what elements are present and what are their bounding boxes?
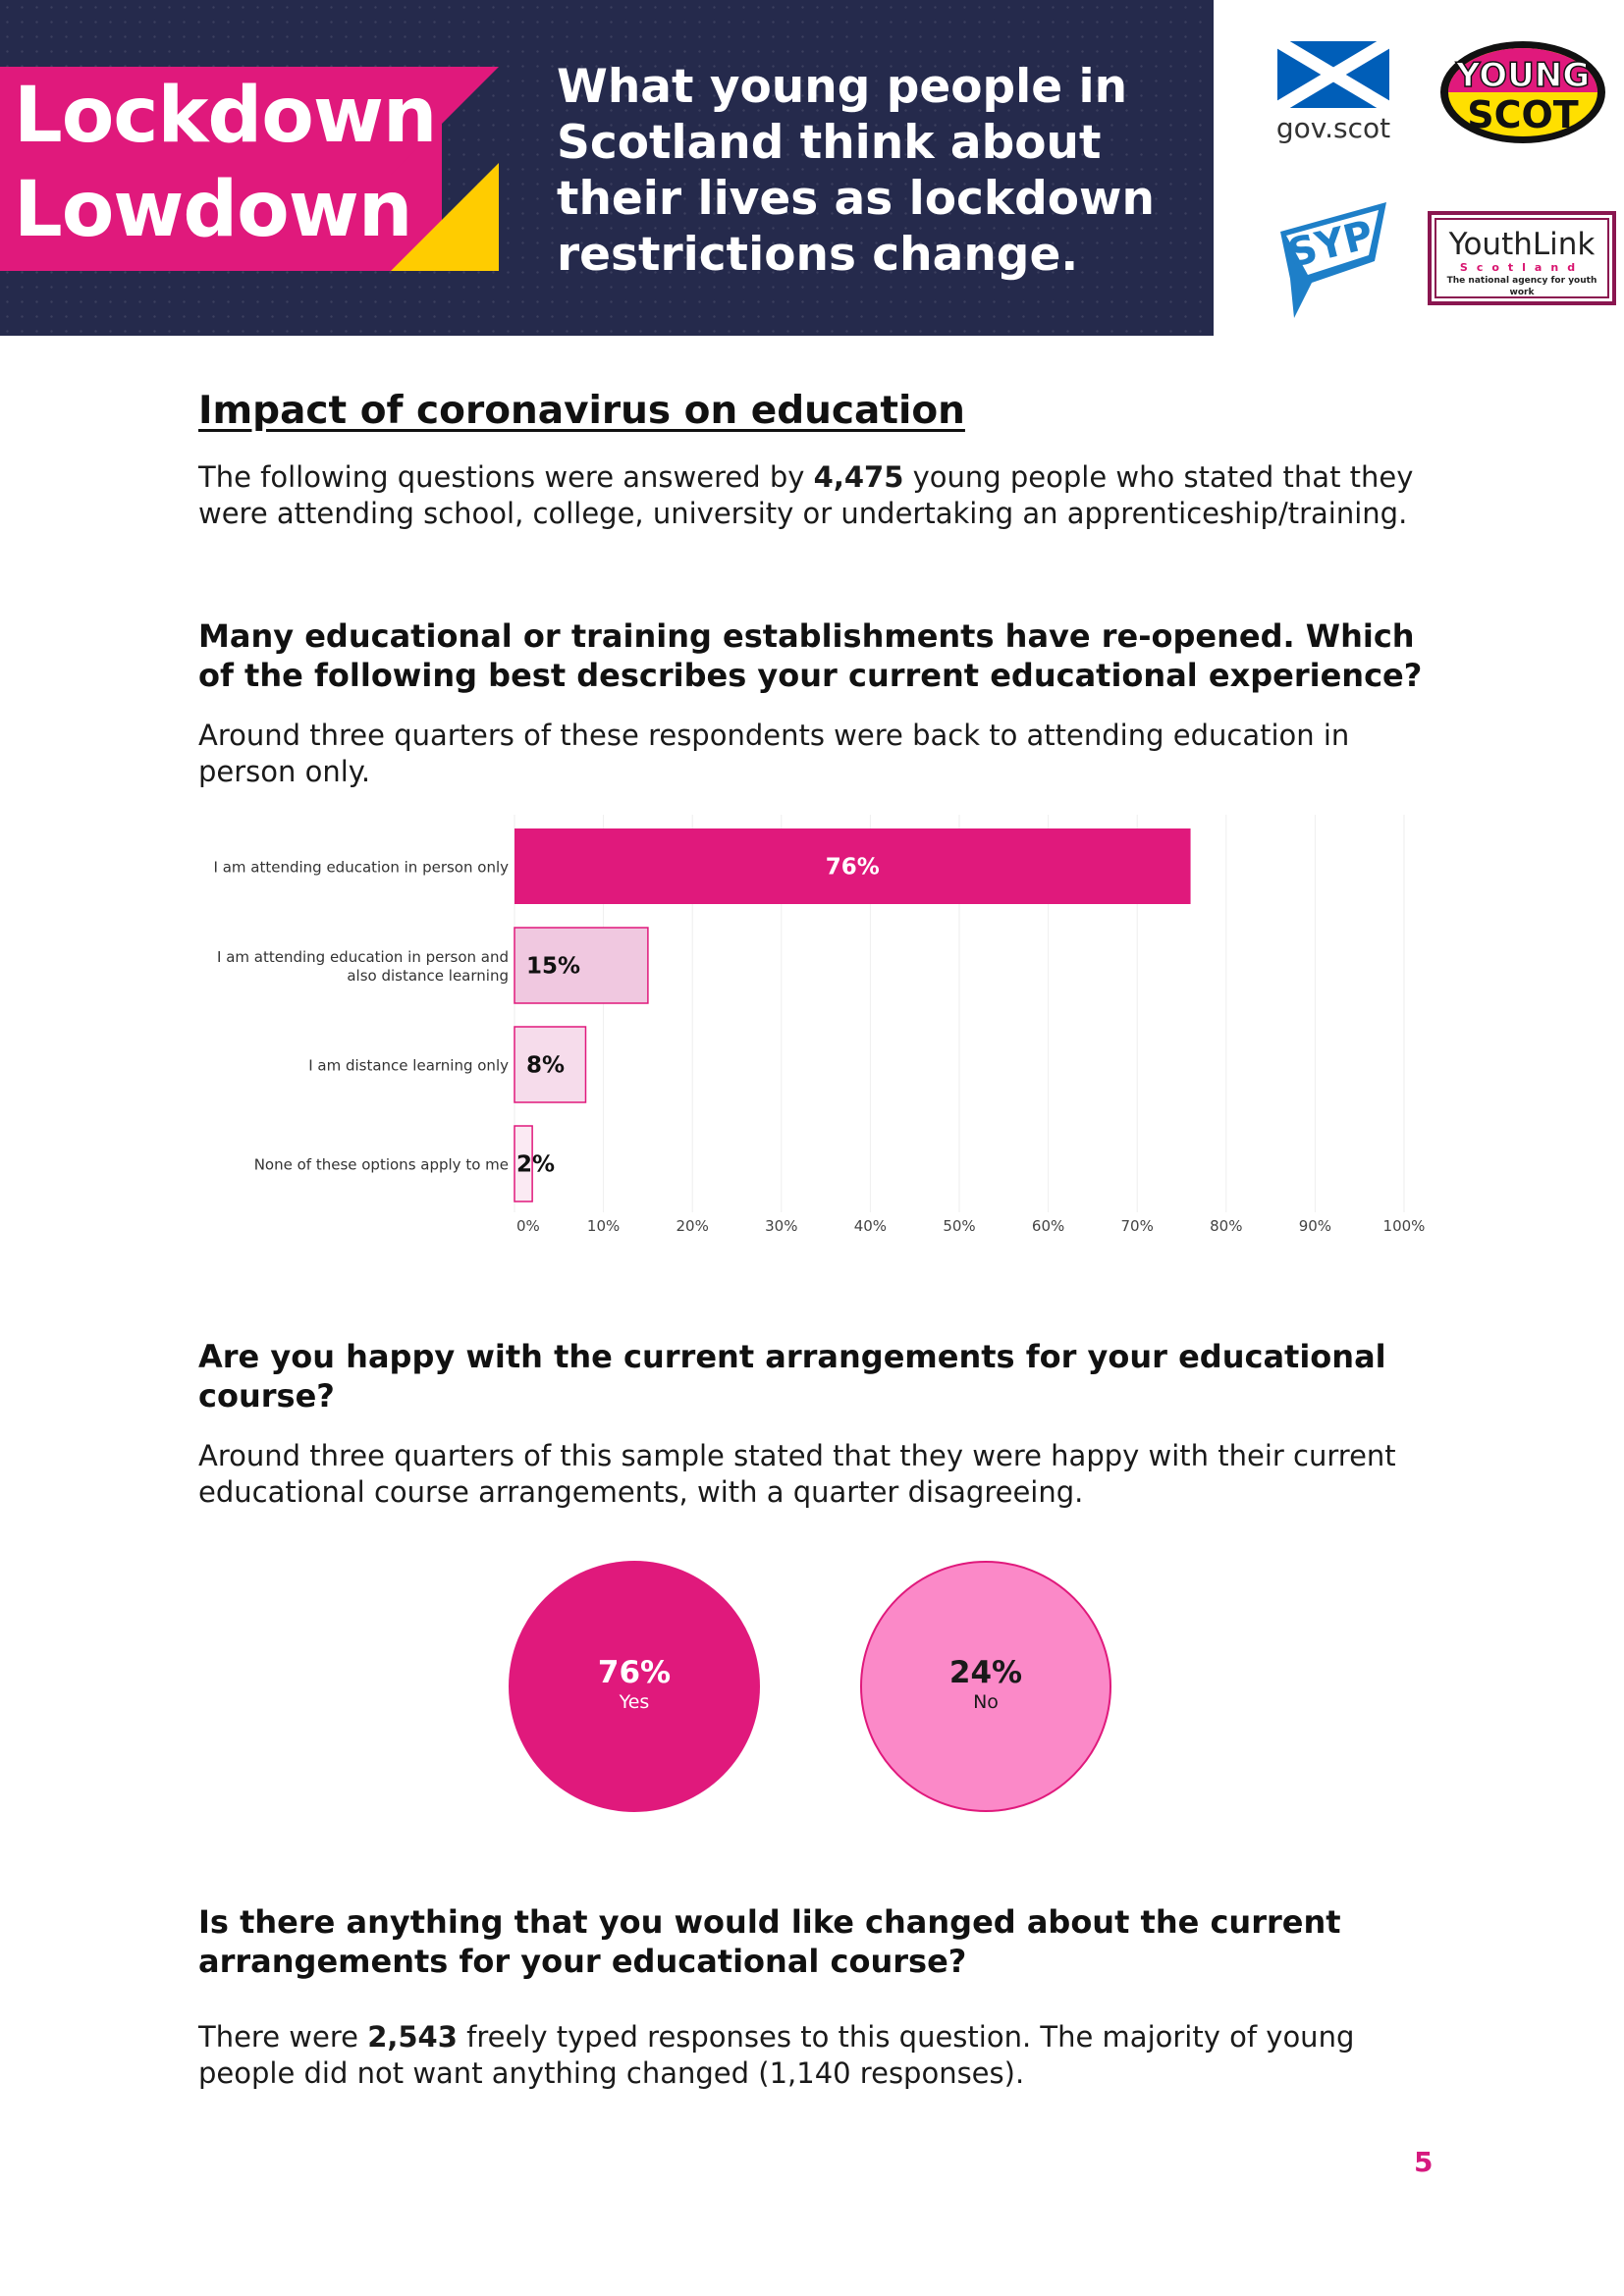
category-label: None of these options apply to me bbox=[253, 1155, 509, 1174]
youthlink-tagline: The national agency for youth work bbox=[1446, 276, 1597, 297]
intro-text-pre: The following questions were answered by bbox=[198, 460, 814, 494]
category-label: also distance learning bbox=[347, 967, 509, 985]
question-3-summary bbox=[198, 2019, 1455, 2092]
young-scot-line2: SCOT bbox=[1467, 93, 1579, 136]
q3-text-post: freely typed responses to this question. The majority of young people did not want anything changed (1,140 responses). bbox=[198, 2020, 1355, 2090]
x-tick-label: 100% bbox=[1382, 1217, 1426, 1235]
x-tick-label: 50% bbox=[943, 1217, 976, 1235]
data-label: 2% bbox=[516, 1151, 556, 1178]
youthlink-scotland-logo bbox=[1428, 211, 1616, 305]
page-number: 5 bbox=[1414, 2146, 1434, 2178]
young-scot-logo bbox=[1437, 37, 1608, 147]
no-percentage: 24% bbox=[948, 1655, 1023, 1690]
header-banner bbox=[0, 0, 1214, 336]
category-label: I am distance learning only bbox=[308, 1056, 509, 1075]
question-1-heading: Many educational or training establishments have re-opened. Which of the following best describes your current educational experience? bbox=[198, 617, 1423, 694]
question-3-heading: Is there anything that you would like changed about the current arrangements for your educational course? bbox=[198, 1903, 1341, 1980]
question-2-heading: Are you happy with the current arrangements for your educational course? bbox=[198, 1338, 1386, 1415]
intro-respondent-count: 4,475 bbox=[813, 460, 904, 494]
q3-response-count: 2,543 bbox=[367, 2020, 458, 2054]
category-label: I am attending education in person and bbox=[217, 948, 509, 966]
x-tick-label: 10% bbox=[586, 1217, 621, 1235]
x-tick-label: 0% bbox=[516, 1217, 540, 1235]
yes-label: Yes bbox=[619, 1691, 650, 1713]
youthlink-subtitle: Scotland bbox=[1459, 261, 1585, 274]
banner-title bbox=[14, 69, 436, 257]
educational-experience-bar-chart bbox=[187, 815, 1463, 1247]
section-intro bbox=[198, 459, 1455, 532]
young-scot-badge-icon bbox=[1437, 37, 1608, 147]
x-tick-label: 90% bbox=[1298, 1217, 1332, 1235]
pie-slice-no bbox=[860, 1561, 1111, 1812]
yes-percentage: 76% bbox=[597, 1655, 672, 1690]
gov-scot-label: gov.scot bbox=[1275, 112, 1391, 144]
x-tick-label: 40% bbox=[853, 1217, 888, 1235]
young-scot-line1: YOUNG bbox=[1455, 56, 1591, 95]
no-label: No bbox=[973, 1691, 999, 1713]
question-2-summary: Around three quarters of this sample stated that they were happy with their current educational course arrangements, with a quarter disagreeing. bbox=[198, 1439, 1396, 1509]
data-label: 15% bbox=[526, 953, 581, 980]
saltire-flag-icon bbox=[1277, 41, 1389, 108]
question-1-summary: Around three quarters of these respondents were back to attending education in person only. bbox=[198, 719, 1350, 788]
x-tick-label: 70% bbox=[1120, 1217, 1154, 1235]
x-tick-label: 20% bbox=[676, 1217, 709, 1235]
syp-label: SYP bbox=[1283, 212, 1379, 277]
pie-slice-yes bbox=[509, 1561, 760, 1812]
syp-logo bbox=[1272, 192, 1394, 320]
banner-tagline: What young people in Scotland think about their lives as lockdown restrictions change. bbox=[557, 60, 1155, 282]
data-label: 8% bbox=[526, 1052, 566, 1079]
banner-title-line2: Lowdown bbox=[14, 166, 412, 254]
banner-title-line1: Lockdown bbox=[14, 72, 437, 160]
youthlink-frame bbox=[1435, 218, 1609, 298]
q3-text-pre: There were bbox=[198, 2020, 368, 2054]
youthlink-title: YouthLink bbox=[1448, 227, 1596, 262]
gov-scot-logo bbox=[1272, 41, 1394, 144]
data-label: 76% bbox=[825, 854, 880, 881]
section-title: Impact of coronavirus on education bbox=[198, 389, 965, 433]
syp-flag-icon bbox=[1272, 192, 1394, 320]
category-label: I am attending education in person only bbox=[213, 858, 509, 877]
bar-chart-svg bbox=[187, 815, 1463, 1247]
intro-text-post: young people who stated that they were attending school, college, university or undertaking an apprenticeship/training. bbox=[198, 460, 1414, 530]
x-tick-label: 80% bbox=[1210, 1217, 1243, 1235]
x-tick-label: 60% bbox=[1031, 1217, 1065, 1235]
x-tick-label: 30% bbox=[765, 1217, 798, 1235]
